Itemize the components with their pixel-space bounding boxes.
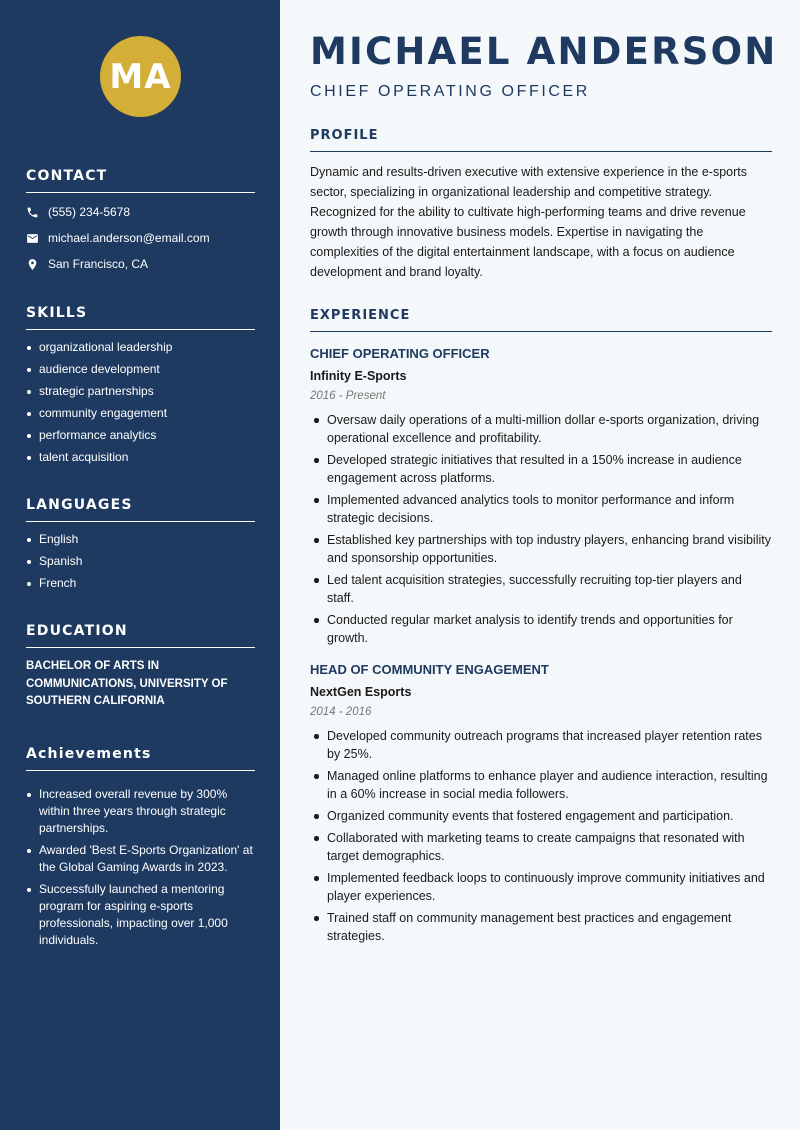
list-item: community engagement bbox=[26, 405, 255, 422]
languages-heading: LANGUAGES bbox=[26, 497, 255, 522]
job-entry bbox=[310, 345, 772, 647]
list-item: Trained staff on community management best practices and engagement strategies. bbox=[310, 909, 772, 945]
experience-heading: EXPERIENCE bbox=[310, 308, 772, 332]
list-item: Developed community outreach programs that increased player retention rates by 25%. bbox=[310, 727, 772, 763]
contact-heading: CONTACT bbox=[26, 168, 255, 193]
list-item: Increased overall revenue by 300% within three years through strategic partnerships. bbox=[26, 786, 255, 837]
list-item: Successfully launched a mentoring program for aspiring e-sports professionals, impacting over 1,000 individuals. bbox=[26, 881, 255, 949]
phone-text: (555) 234-5678 bbox=[48, 205, 131, 219]
list-item: Managed online platforms to enhance player and audience interaction, resulting in a 60% increase in social media followers. bbox=[310, 767, 772, 803]
achievements-heading: Achievements bbox=[26, 746, 255, 771]
location-pin-icon bbox=[26, 258, 39, 271]
job-entry bbox=[310, 661, 772, 945]
list-item: Oversaw daily operations of a multi-million dollar e-sports organization, driving operational excellence and profitability. bbox=[310, 411, 772, 447]
job-bullets bbox=[310, 727, 772, 945]
candidate-name: MICHAEL ANDERSON bbox=[310, 30, 778, 73]
list-item: French bbox=[26, 575, 255, 592]
job-dates: 2014 - 2016 bbox=[310, 706, 372, 718]
list-item: audience development bbox=[26, 361, 255, 378]
profile-heading: PROFILE bbox=[310, 128, 772, 152]
list-item: Spanish bbox=[26, 553, 255, 570]
sidebar bbox=[0, 0, 280, 1130]
job-role: HEAD OF COMMUNITY ENGAGEMENT bbox=[310, 662, 549, 677]
list-item: Implemented advanced analytics tools to monitor performance and inform strategic decisions. bbox=[310, 491, 772, 527]
contact-email bbox=[26, 225, 255, 251]
email-text: michael.anderson@email.com bbox=[48, 231, 210, 245]
languages-section bbox=[26, 497, 255, 597]
contact-phone bbox=[26, 199, 255, 225]
list-item: Led talent acquisition strategies, successfully recruiting top-tier players and staff. bbox=[310, 571, 772, 607]
list-item: Developed strategic initiatives that resulted in a 150% increase in audience engagement across platforms. bbox=[310, 451, 772, 487]
profile-section bbox=[310, 128, 772, 282]
list-item: Awarded 'Best E-Sports Organization' at the Global Gaming Awards in 2023. bbox=[26, 842, 255, 876]
list-item: Conducted regular market analysis to identify trends and opportunities for growth. bbox=[310, 611, 772, 647]
education-section bbox=[26, 623, 255, 711]
job-role: CHIEF OPERATING OFFICER bbox=[310, 346, 490, 361]
list-item: Implemented feedback loops to continuously improve community initiatives and player experiences. bbox=[310, 869, 772, 905]
job-dates: 2016 - Present bbox=[310, 390, 386, 402]
candidate-title: CHIEF OPERATING OFFICER bbox=[310, 83, 590, 100]
location-text: San Francisco, CA bbox=[48, 257, 149, 271]
job-company: NextGen Esports bbox=[310, 685, 412, 699]
languages-list bbox=[26, 531, 255, 592]
list-item: Collaborated with marketing teams to create campaigns that resonated with target demographics. bbox=[310, 829, 772, 865]
education-degree: BACHELOR OF ARTS IN COMMUNICATIONS, UNIVERSITY OF SOUTHERN CALIFORNIA bbox=[26, 660, 228, 707]
list-item: English bbox=[26, 531, 255, 548]
contact-location bbox=[26, 251, 255, 277]
skills-section bbox=[26, 305, 255, 471]
list-item: Organized community events that fostered engagement and participation. bbox=[310, 807, 772, 825]
achievements-section bbox=[26, 746, 255, 954]
list-item: Established key partnerships with top industry players, enhancing brand visibility and sponsorship opportunities. bbox=[310, 531, 772, 567]
experience-section bbox=[310, 308, 772, 949]
job-bullets bbox=[310, 411, 772, 647]
skills-list bbox=[26, 339, 255, 466]
list-item: strategic partnerships bbox=[26, 383, 255, 400]
list-item: talent acquisition bbox=[26, 449, 255, 466]
skills-heading: SKILLS bbox=[26, 305, 255, 330]
education-heading: EDUCATION bbox=[26, 623, 255, 648]
achievements-list bbox=[26, 786, 255, 949]
avatar-initials: MA bbox=[100, 36, 181, 117]
list-item: performance analytics bbox=[26, 427, 255, 444]
profile-text: Dynamic and results-driven executive with extensive experience in the e-sports sector, specializing in organizational leadership and competitive strategy. Recognized for the ability to cultivate high-performing teams and drive revenue growth through innovative business models. Expertise in navigating the complexities of the digital entertainment landscape, with a focus on audience development and brand loyalty. bbox=[310, 165, 748, 279]
job-company: Infinity E-Sports bbox=[310, 369, 407, 383]
contact-section bbox=[26, 168, 255, 277]
phone-icon bbox=[26, 206, 39, 219]
email-icon bbox=[26, 232, 39, 245]
list-item: organizational leadership bbox=[26, 339, 255, 356]
